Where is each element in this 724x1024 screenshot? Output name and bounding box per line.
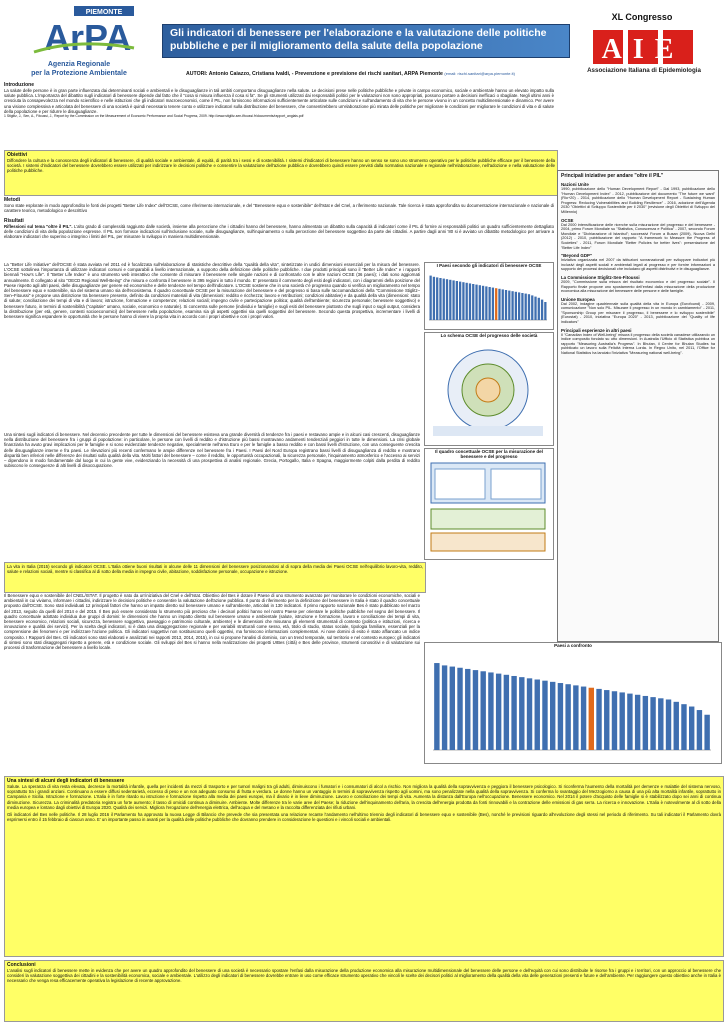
arpa-logo [4, 4, 154, 80]
bar-34 [689, 707, 694, 750]
bar-9 [496, 674, 501, 750]
bes-text: Il Benessere equo e sostenibile del CNEL/ISTAT. Il progetto è nato da un'iniziativa del Cnel e dell'Istat. Obiettivo del Bes è dotare il Paese di uno strumento avanzato per monitorare le condizioni economiche, sociali e ambientali in cui viviamo, informare i cittadini, indirizzare le decisioni politiche e consentire la valutazione dell'azione pubblica. Il punto di riferimento per la definizione del benessere in Italia è stato il quadro concettuale proposto dall'OCSE. Sono stati individuati 12 principali fattori che hanno un impatto diretto sul benessere umano e sull'ambiente, articolati in 130 indicatori. Il primo rapporto nazionale Bes è stato pubblicato nel marzo del 2013, seguito da quelli del 2014 e del 2015. Il Bes può essere considerato lo strumento più prezioso che i decisori politici hanno nel nostro Paese per orientare le politiche pubbliche nel segno del benessere. Il quadro concettuale adottato individua due gruppi di domini: le dimensioni che hanno un impatto diretto sul benessere umano e ambientale (salute, istruzione e formazione, lavoro e conciliazione dei tempi di vita, benessere economico, relazioni sociali, sicurezza, benessere soggettivo, paesaggio e patrimonio culturale, ambiente) e le dimensioni che misurano gli elementi strumentali di contesto (politica e istituzioni, ricerca e innovazione e qualità dei servizi). Per la scelta degli indicatori, si è data una disaggregazione regionale e per variabili strutturali come sesso, età, titolo di studio, status sociale, tipologia familiare, essenziali per la comprensione dei fenomeni e per indirizzare l'azione politica. Gli indicatori soggettivi non sostituiscono quelli oggettivi, ma forniscono informazioni complementari. Ai nove domini di esito è stato affiancato un indice composito. I Rapporti del Bes. Gli indicatori sono stati elaborati e analizzati nei rapporti 2013, 2014, 2015), in cui si propone l'analisi di dominio, con un trend temporale, sul territorio e nel contesto europeo; gli indicatori di sintesi sono stati disaggregati rispetto a genere, età e condizione sociale. Gli sviluppi del Bes si hanno nella realizzazione dei progetti UrBes (città) e Bes delle province, strumenti conoscitivi e di valutazione sui processi di trasformazione del benessere a livello locale. [4, 593, 420, 651]
bar-8 [452, 280, 454, 320]
bar-23 [604, 690, 609, 750]
bar-24 [505, 290, 507, 320]
sintesi-italia-heading: Una sintesi di alcuni degli indicatori di benessere [7, 778, 125, 784]
bar-17 [482, 286, 484, 320]
bar-4 [457, 668, 462, 750]
congress-label: XL Congresso [611, 12, 673, 22]
bar-8 [488, 672, 493, 750]
metodi-text: Sono state esplorate in modo approfondito le fonti dei progetti "Better Life Index" dell'OCSE, come riferimento internazionale, e del "Benessere equo e sostenibile" dell'Istat e del Cnel, a riferimento nazionale. Tale ricerca è stata approfondita su documentazione internazionale e nazionale di carattere teorico, metodologico e descrittivo [4, 203, 554, 214]
chart-paesi-ocse [424, 262, 554, 330]
bar-7 [449, 280, 451, 320]
bli-text: La "Better Life Initiative" dell'OCSE è stata avviata nel 2011 ed è focalizzata sull'elaborazione di statistiche descrittive della "qualità della vita", sintetizzate in undici dimensioni essenziali per la misura del benessere. L'OCSE sottolinea l'importanza di utilizzare indicatori comuni e comparabili a livello internazionale, a supporto della definizione delle politiche pubbliche. I due prodotti principali sono il "Better Life Index" e i rapporti biennali "How's Life". Il "Better Life Index" è uno strumento web interattivo che consente di misurare il benessere nelle singole nazioni e di confrontarlo con le altre nazioni OCSE (36 paesi); i dati sono aggiornati annualmente. È collegato al sito "OECD Regional Well-Being" che misura e confronta il benessere in 395 regioni in tutto il mondo. E' presentato il commento degli esiti degli indicatori, con i diagrammi della posizione del Paese rispetto agli altri paesi, delle disuguaglianze per genere ed economiche e delle tendenze nel tempo dell'indicatore. L'OCSE sostiene che in una società c'è progresso quando si verifica un miglioramento nel tempo del benessere equo e sostenibile, sia del sistema umano sia dell'ecosistema. Il quadro concettuale OCSE per la misurazione del benessere e del progresso si basa sulle raccomandazioni della "Commissione Stiglitz–Sen–Fitoussi" e propone una distinzione tra benessere presente, definito da condizioni materiali di vita (dimensioni: reddito e ricchezza; lavoro e retribuzioni; condizioni abitative) e da qualità della vita (dimensioni: stato di salute; conciliazione dei tempi di vita e di lavoro; istruzione, formazione e competenze; relazioni sociali; impegno civile e partecipazione politica; qualità dell'ambiente; sicurezza personale; benessere soggettivo) e benessere futuro, in termini di sostenibilità ("capitale" umano, sociale, economico e naturale). Si concentra sulle persone (individui e famiglie) e sugli esiti del benessere piuttosto che sugli input o sugli output, considera la distribuzione (per età, genere, contesti socioeconomici) del benessere nella popolazione, esamina sia gli aspetti oggettivi sia quelli soggettivi del benessere. Secondo questa prospettiva, incrementare i livelli di benessere significa espandere le opportunità che le persone hanno di vivere la propria vita in accordo con i propri obiettivi e con i propri valori. [4, 262, 420, 320]
logo-sub1: Agenzia Regionale [47, 61, 111, 68]
bar-28 [518, 292, 520, 320]
bar-26 [511, 291, 513, 320]
bar-36 [704, 715, 709, 750]
obiettivi-text: Diffondere la cultura e la conoscenza degli indicatori di benessere, di qualità sociale e ambientale, di equità, di parità tra i sessi e di sostenibilità. I sistemi d'indicatori di benessere hanno un senso se sono uno strumento operativo per le politiche pubbliche efficace per il benessere della società. I sistemi d'indicatori del benessere dovrebbero essere utilizzati per indirizzare le decisioni politiche e consentire la valutazione dell'azione pubblica e dovrebbero quindi essere previsti dalla normativa nazionale e regionale nell'elaborazione, nell'adozione e nella valutazione delle politiche pubbliche. [7, 158, 555, 174]
risultati-section [4, 218, 554, 240]
bar-17 [558, 683, 563, 750]
chart1-plot [425, 268, 551, 324]
bar-15 [542, 681, 547, 750]
bar-28 [643, 696, 648, 750]
bar-23 [502, 289, 504, 320]
obiettivi-section [4, 150, 558, 196]
bar-27 [635, 695, 640, 750]
bar-19 [488, 287, 490, 320]
rp-section [561, 328, 715, 356]
bar-27 [515, 292, 517, 320]
bar-chart-box [424, 642, 722, 764]
bar-30 [658, 698, 663, 750]
bar-22 [596, 689, 601, 750]
page-title: Gli indicatori di benessere per l'elaborazione e la valutazione delle politiche pubbliche e per il miglioramento della salute della popolazione [170, 27, 547, 52]
authors [186, 71, 566, 77]
rp-section-title: "Beyond GDP" [561, 253, 592, 259]
rp-section-title: Principali esperienze in altri paesi [561, 327, 632, 333]
schema-inner-circle [476, 378, 500, 402]
conclusioni-heading: Conclusioni [7, 962, 36, 968]
bar-chart [425, 648, 719, 758]
schema-legend-bar [433, 426, 543, 436]
bar-9 [456, 281, 458, 320]
authors-email[interactable]: (email: rischi.sanitari@arpa.piemonte.it) [444, 71, 515, 76]
chart2-title: Lo schema OCSE del progresso delle società [440, 333, 538, 338]
bar-10 [459, 282, 461, 320]
bar-29 [521, 293, 523, 320]
bar-18 [485, 286, 487, 320]
bar-20 [581, 687, 586, 750]
bar-1 [434, 663, 439, 750]
risultati-text: L'alto grado di complessità raggiunto dalle società, insieme alla percezione che i cittadini hanno del benessere, hanno alimentato un dibattito sulla capacità di indicatori come il PIL di fornire ai responsabili politici un quadro sufficientemente dettagliato delle condizioni di vita della popolazione espresse. Il PIL non fornisce indicazioni sull'inclusione sociale, sulle disuguaglianze, sull'inquinamento o sulla percezione del benessere soggettivo da parte dei cittadini. A partire dagli anni '80 si è avviato un dibattito metodologico per arrivare a elaborare indicatori che superino o integrino i limiti del PIL, per misurare lo sviluppo in maniera multidimensionale. [4, 224, 554, 240]
bar-26 [627, 694, 632, 750]
chart-schema-progresso [424, 332, 554, 446]
bar-chart-title: Paesi a confronto [554, 643, 592, 648]
bar-14 [472, 284, 474, 320]
sintesi-text: Una sintesi sugli indicatori di benessere. Nel decennio precedente per tutte le dimensioni del benessere esisteva una grande diversità di tendenze fra i paesi e restavano ampie e in alcuni casi crescenti, disuguaglianze nella distribuzione del benessere fra i gruppi di popolazione: in particolare, le persone con livelli di reddito e d'istruzione più bassi mostravano andamenti tendenziali peggiori in tutte le dimensioni. La crisi globale finanziaria ha avuto gravi implicazioni per le famiglie e si sono evidenziate tendenze negative, specialmente nell'area Euro e per le famiglie a basso reddito e con bassi livelli d'istruzione, con una conseguente crescita delle disuguaglianze interne e fra paesi. Le rilevazioni più recenti confermano le ampie differenze nel benessere fra i Paesi. I Paesi del Nord Europa registrano bassi livelli di disuguaglianza di reddito e mostrano disparità ben inferiori nelle differenze dei risultati sulla qualità della vita. Molti fattori del benessere – come il reddito, le opportunità occupazionali, la sicurezza personale, l'inquinamento atmosferico e l'accesso ai servizi – dipendono in modo fondamentale dal luogo in cui la gente vive, evidenziando la necessità di una prospettiva di analisi regionale. Grecia, Portogallo, Italia e Spagna, maggiormente colpiti dalla perdita di reddito subiscono le conseguenze di alti livelli di disoccupazione. [4, 432, 420, 469]
obiettivi-heading: Obiettivi [7, 152, 28, 158]
italia-text: La vita in Italia (2015) secondo gli indicatori OCSE. L'Italia ottiene buoni risultati in alcune delle 11 dimensioni del benessere posizionandosi al di sopra della media dei Paesi OCSE nell'equilibrio lavoro-vita, reddito, salute e relazioni sociali, mentre si classifica al di sotto della media in impegno civile, abitazione, soddisfazione personale, occupazione e istruzione. [7, 564, 423, 575]
bar-24 [612, 691, 617, 750]
bar-35 [697, 710, 702, 750]
logo-badge: PIEMONTE [85, 9, 123, 16]
risultati-heading: Risultati [4, 218, 24, 224]
bar-14 [535, 680, 540, 751]
chart3-title: Il quadro concettuale OCSE per la misurazione del benessere e del progresso [435, 449, 543, 459]
bar-30 [525, 294, 527, 320]
schema-diagram [425, 338, 551, 442]
bar-10 [504, 675, 509, 750]
rp-section-text: Iniziativa organizzata nel 2007 da istituzioni sovranazionali per sviluppare indicatori più inclusivi degli aspetti sociali e ambientali legati al progresso e per fornire informazioni a supporto dei processi decisionali che includano gli aspetti distributivi e le disuguaglianze. [561, 258, 715, 272]
conclusioni-text: L'analisi sugli indicatori di benessere mette in evidenza che per avere un quadro approfondito del benessere di una società è necessario spostare l'enfasi dalla misurazione della produzione economica alla misurazione multidimensionale del benessere delle persone e dell'equità con cui sono distribuite le risorse fra i gruppi e i territori, con un approccio al benessere che consideri la valutazione soggettiva dei cittadini e la sostenibilità economica, sociale e ambientale. L'utilizzo degli indicatori di benessere dovrebbe entrare in uso come efficace strumento operativo che vincoli le scelte dei decisori politici al miglioramento della qualità della vita delle generazioni presenti e future e dell'ambiente. Per raggiungere questo obiettivo anche in Italia è necessario che venga resa efficacemente operativa la legislazione di recente approvazione. [7, 968, 721, 984]
quadro-materiali-box [435, 469, 485, 499]
quadro-diagram [425, 459, 551, 557]
rp-section [561, 182, 715, 215]
bar-33 [534, 297, 536, 320]
bar-36 [544, 302, 546, 320]
sintesi-italia-text: Salute. La speranza di vita resta elevata, decresce la mortalità infantile, quella per incidenti da mezzi di trasporto e per tumori maligni tra gli adulti, diminuiscono i fumatori e i consumatori di alcol a rischio. Non migliora la qualità della sopravvivenza e peggiora il benessere psicologico. Si riconferma l'aumento della mortalità per demenze e malattie del sistema nervoso, soprattutto tra i grandi anziani. Continuano a essere diffusi sedentarietà, eccesso di peso e un non adeguato consumo di frutta e verdura. Le donne hanno un vantaggio in termini di sopravvivenza rispetto agli uomini, ma sono penalizzate nella qualità della sopravvivenza. Si conferma lo svantaggio del Mezzogiorno a causa di una più alta mortalità infantile, soprattutto in Campania e Sicilia. Istruzione e formazione. L'Italia è in forte ritardo su istruzione e formazione rispetto alla media dei paesi europei, ma il divario è in lieve diminuzione. Lavoro e conciliazione dei tempi di vita. Aumenta la distanza dall'Europa nell'occupazione. Benessere economico. Nel 2014 il potere d'acquisto delle famiglie si è stabilizzato dopo sei anni di continua diminuzione. Sicurezza. La criminalità predatoria registra un forte aumento; il tasso di omicidi continua a diminuire. Ambiente. Molte differenze tra le varie aree del Paese; la riduzione dell'inquinamento dell'aria, la crescita dell'energia prodotta da fonti rinnovabili e la contrazione delle emissioni di gas serra. La ricerca e innovazione. L'Italia è notevolmente al di sotto della media europea e lontano dagli obiettivi di Europa 2020. Qualità dei servizi. Migliora l'erogazione dell'energia elettrica, dell'acqua e del metano e la raccolta differenziata dei rifiuti urbani. [7, 784, 721, 810]
conclusioni-section [4, 960, 724, 1022]
logo-name: ArPA [44, 17, 132, 58]
logo-sub2: per la Protezione Ambientale [31, 70, 127, 77]
bar-34 [538, 298, 540, 320]
right-panel [557, 170, 719, 642]
right-panel-heading: Principali iniziative per andare "oltre il PIL" [561, 173, 664, 179]
rp-section-title: Unione Europea [561, 296, 595, 302]
aie-name: Associazione Italiana di Epidemiologia [587, 67, 701, 74]
rp-section [561, 297, 715, 325]
bar-21 [589, 688, 594, 750]
bar-6 [473, 670, 478, 750]
rp-section-text: Dal 2002, indagine quadriennale sulla qualità della vita in Europa (Eurofound) - 2009, comunicazione "Non solo PIL. Misurare il progresso in un mondo in cambiamento" - 2011, "Sponsorship Group per misurare il progresso, il benessere e lo sviluppo sostenibile" (Eurostat) - 2010, iniziativa "Europa 2020" - 2013, pubblicazione del "Quality of life indicators" [561, 301, 715, 325]
rp-section-text: Il "Canadian Index of Well-being" misura il progresso della società canadese utilizzando un indice composito fondato su otto dimensioni. In Australia l'Ufficio di Statistica pubblica un rapporto "Measuring Australia's Progress". In Bhutan, il Centre for Bhutan Studies ha pubblicato un lavoro sulla Felicità Interna Lorda. In Regno Unito, nel 2011, l'Office for National Statistics ha lanciato l'iniziativa "Measuring national well-being". [561, 332, 715, 356]
chart-quadro-concettuale [424, 448, 554, 560]
rp-section-text: Dal 2000 intensificazione delle ricerche sulla misurazione del progresso e del benessere - 2004, primo Forum Mondiale su "Statistics, Conoscenza e Politica" - 2007, secondo Forum Mondiale e "Dichiarazione di Istanbul"; successivi Forum a Busan (2009), Nuova Delhi (2012) - 2010, pubblicazione del rapporto "A framework to Measure the Progress of Societies" - 2011, Forum Mondiale "Better Policies for better lives": presentazione del "Better Life Index" [561, 222, 715, 250]
rp-section-text: 1990, pubblicazione dello "Human Development Report" - Dal 1993, pubblicazione dello "Human Development Index" - 2012, pubblicazione del documento "The future we want" (Rio+20) - 2014, pubblicazione dello "Human Development Report - Sustaining Human Progress: Reducing Vulnerabilities and Building Resilience" - 2016, adozione dell'Agenda 2030 "Obiettivi di Sviluppo Sostenibile per il 2030" (revisione degli Obiettivi di Sviluppo del Millennio) [561, 187, 715, 214]
bar-25 [619, 692, 624, 750]
intro-reference: 1 Stiglitz, J., Sen, A., Fitoussi, J., Report by the Commission on the Measurement of Economic Performance and Social Progress, 2009. http://www.stiglitz-sen-fitoussi.fr/documents/rapport_anglais.pdf [4, 114, 304, 119]
chart1-title: I Paesi secondo gli indicatori di benessere OCSE [436, 263, 542, 268]
metodi-section [4, 197, 554, 213]
bar-33 [681, 704, 686, 750]
bar-12 [519, 677, 524, 750]
rp-section-text: 2009, "Commissione sulla misura del risultato economico e del progresso sociale". Il Rapporto finale propone uno spostamento dell'enfasi dalla misurazione della produzione economica alla misurazione del benessere delle persone e delle famiglie. [561, 279, 715, 294]
bar-4 [439, 278, 441, 320]
bar-12 [466, 283, 468, 320]
rp-section-title: OCSE [561, 217, 574, 223]
bar-25 [508, 291, 510, 320]
bar-1 [429, 276, 431, 320]
bar-21 [495, 288, 497, 320]
bar-5 [443, 279, 445, 320]
bil-text: Gli indicatori del Bes nelle politiche. Il 28 luglio 2016 il Parlamento ha approvato la nuova Legge di Bilancio che prevede che sia presentata una relazione recante l'andamento nell'ultimo triennio degli indicatori di benessere equo e sostenibile (Bes), nonché le previsioni riguardo all'evoluzione degli stessi nel periodo di riferimento. Su tali indicatori il Parlamento dovrà esprimersi entro il 15 febbraio di ciascun anno. E' un importante passo in avanti per la qualità delle politiche pubbliche che dovranno prendere in considerazione le questioni e i vincoli sociali e ambientali. [7, 812, 721, 823]
rp-section [561, 275, 715, 294]
authors-text: AUTORI: Antonio Caiazzo, Cristiana Ivaldi, - Prevenzione e previsione dei rischi sanitari, ARPA Piemonte [186, 71, 443, 77]
italia-section [4, 562, 426, 593]
bar-35 [541, 300, 543, 320]
aie-letters: AIE [601, 34, 685, 65]
bar-11 [462, 282, 464, 320]
rp-section-title: La Commissione Stiglitz-Sen-Fitoussi [561, 274, 640, 280]
intro-text: La salute delle persone è in gran parte influenzata dai determinanti sociali e ambientali e le disuguaglianze in tali ambiti comportano disuguaglianze nella salute. Le decisioni prese nelle politiche pubbliche e private in campo economico, sociale e ambientale hanno un elevato impatto sulla salute pubblica. L'importanza del dibattito sugli indicatori di benessere dipende dal fatto che il "cosa si misura influenza il cosa si fa". Se gli strumenti utilizzati dai responsabili politici per le valutazioni non sono appropriati, possono portare a decisioni inefficaci o sbagliate. Negli ultimi anni è cresciuta la consapevolezza nel mondo scientifico e nelle istituzioni che gli indicatori macroeconomici, come il PIL, non forniscono informazioni sufficientemente articolate sulle condizioni e sull'andamento di vita che le persone vivono in un concetto multidimensionale e dinamico. Per avere una visione complessiva e articolata del benessere di una società è quindi necessario tenere conto e utilizzare indicatori sulla distribuzione del benessere, che consentirebbero un'elaborazione più mirata delle politiche per migliorare le condizioni per migliorare le condizioni di vita e di salute della popolazione e per ridurre le disuguaglianze. [4, 88, 554, 114]
bar-18 [565, 684, 570, 750]
metodi-heading: Metodi [4, 197, 21, 203]
bar-29 [650, 697, 655, 750]
rp-section [561, 218, 715, 251]
bar-2 [433, 277, 435, 320]
intro-section [4, 82, 554, 118]
bar-31 [528, 294, 530, 320]
bar-6 [446, 279, 448, 320]
bar-16 [550, 682, 555, 750]
bar-32 [674, 702, 679, 750]
quadro-futuro-box [431, 509, 545, 529]
bar-19 [573, 685, 578, 750]
bar-2 [442, 665, 447, 750]
sintesi-italia-section [4, 776, 724, 957]
bar-16 [479, 285, 481, 320]
bar-11 [511, 676, 516, 750]
bar-32 [531, 295, 533, 320]
bar-15 [475, 285, 477, 320]
bar-22 [498, 289, 500, 320]
aie-logo [585, 28, 701, 66]
rp-section [561, 253, 715, 272]
bar-13 [469, 283, 471, 320]
bar-31 [666, 699, 671, 750]
right-panel-sections [561, 182, 715, 356]
risultati-subheading: Riflessioni sul tema "oltre il PIL". [4, 224, 73, 229]
bar-5 [465, 669, 470, 750]
bar-7 [480, 671, 485, 750]
bar-3 [436, 277, 438, 320]
bar-3 [450, 667, 455, 750]
quadro-capitale-box [431, 533, 545, 551]
bar-20 [492, 288, 494, 320]
bar-13 [527, 678, 532, 750]
intro-heading: Introduzione [4, 82, 34, 88]
rp-section-title: Nazioni Unite [561, 182, 589, 187]
quadro-qualita-box [491, 469, 541, 499]
